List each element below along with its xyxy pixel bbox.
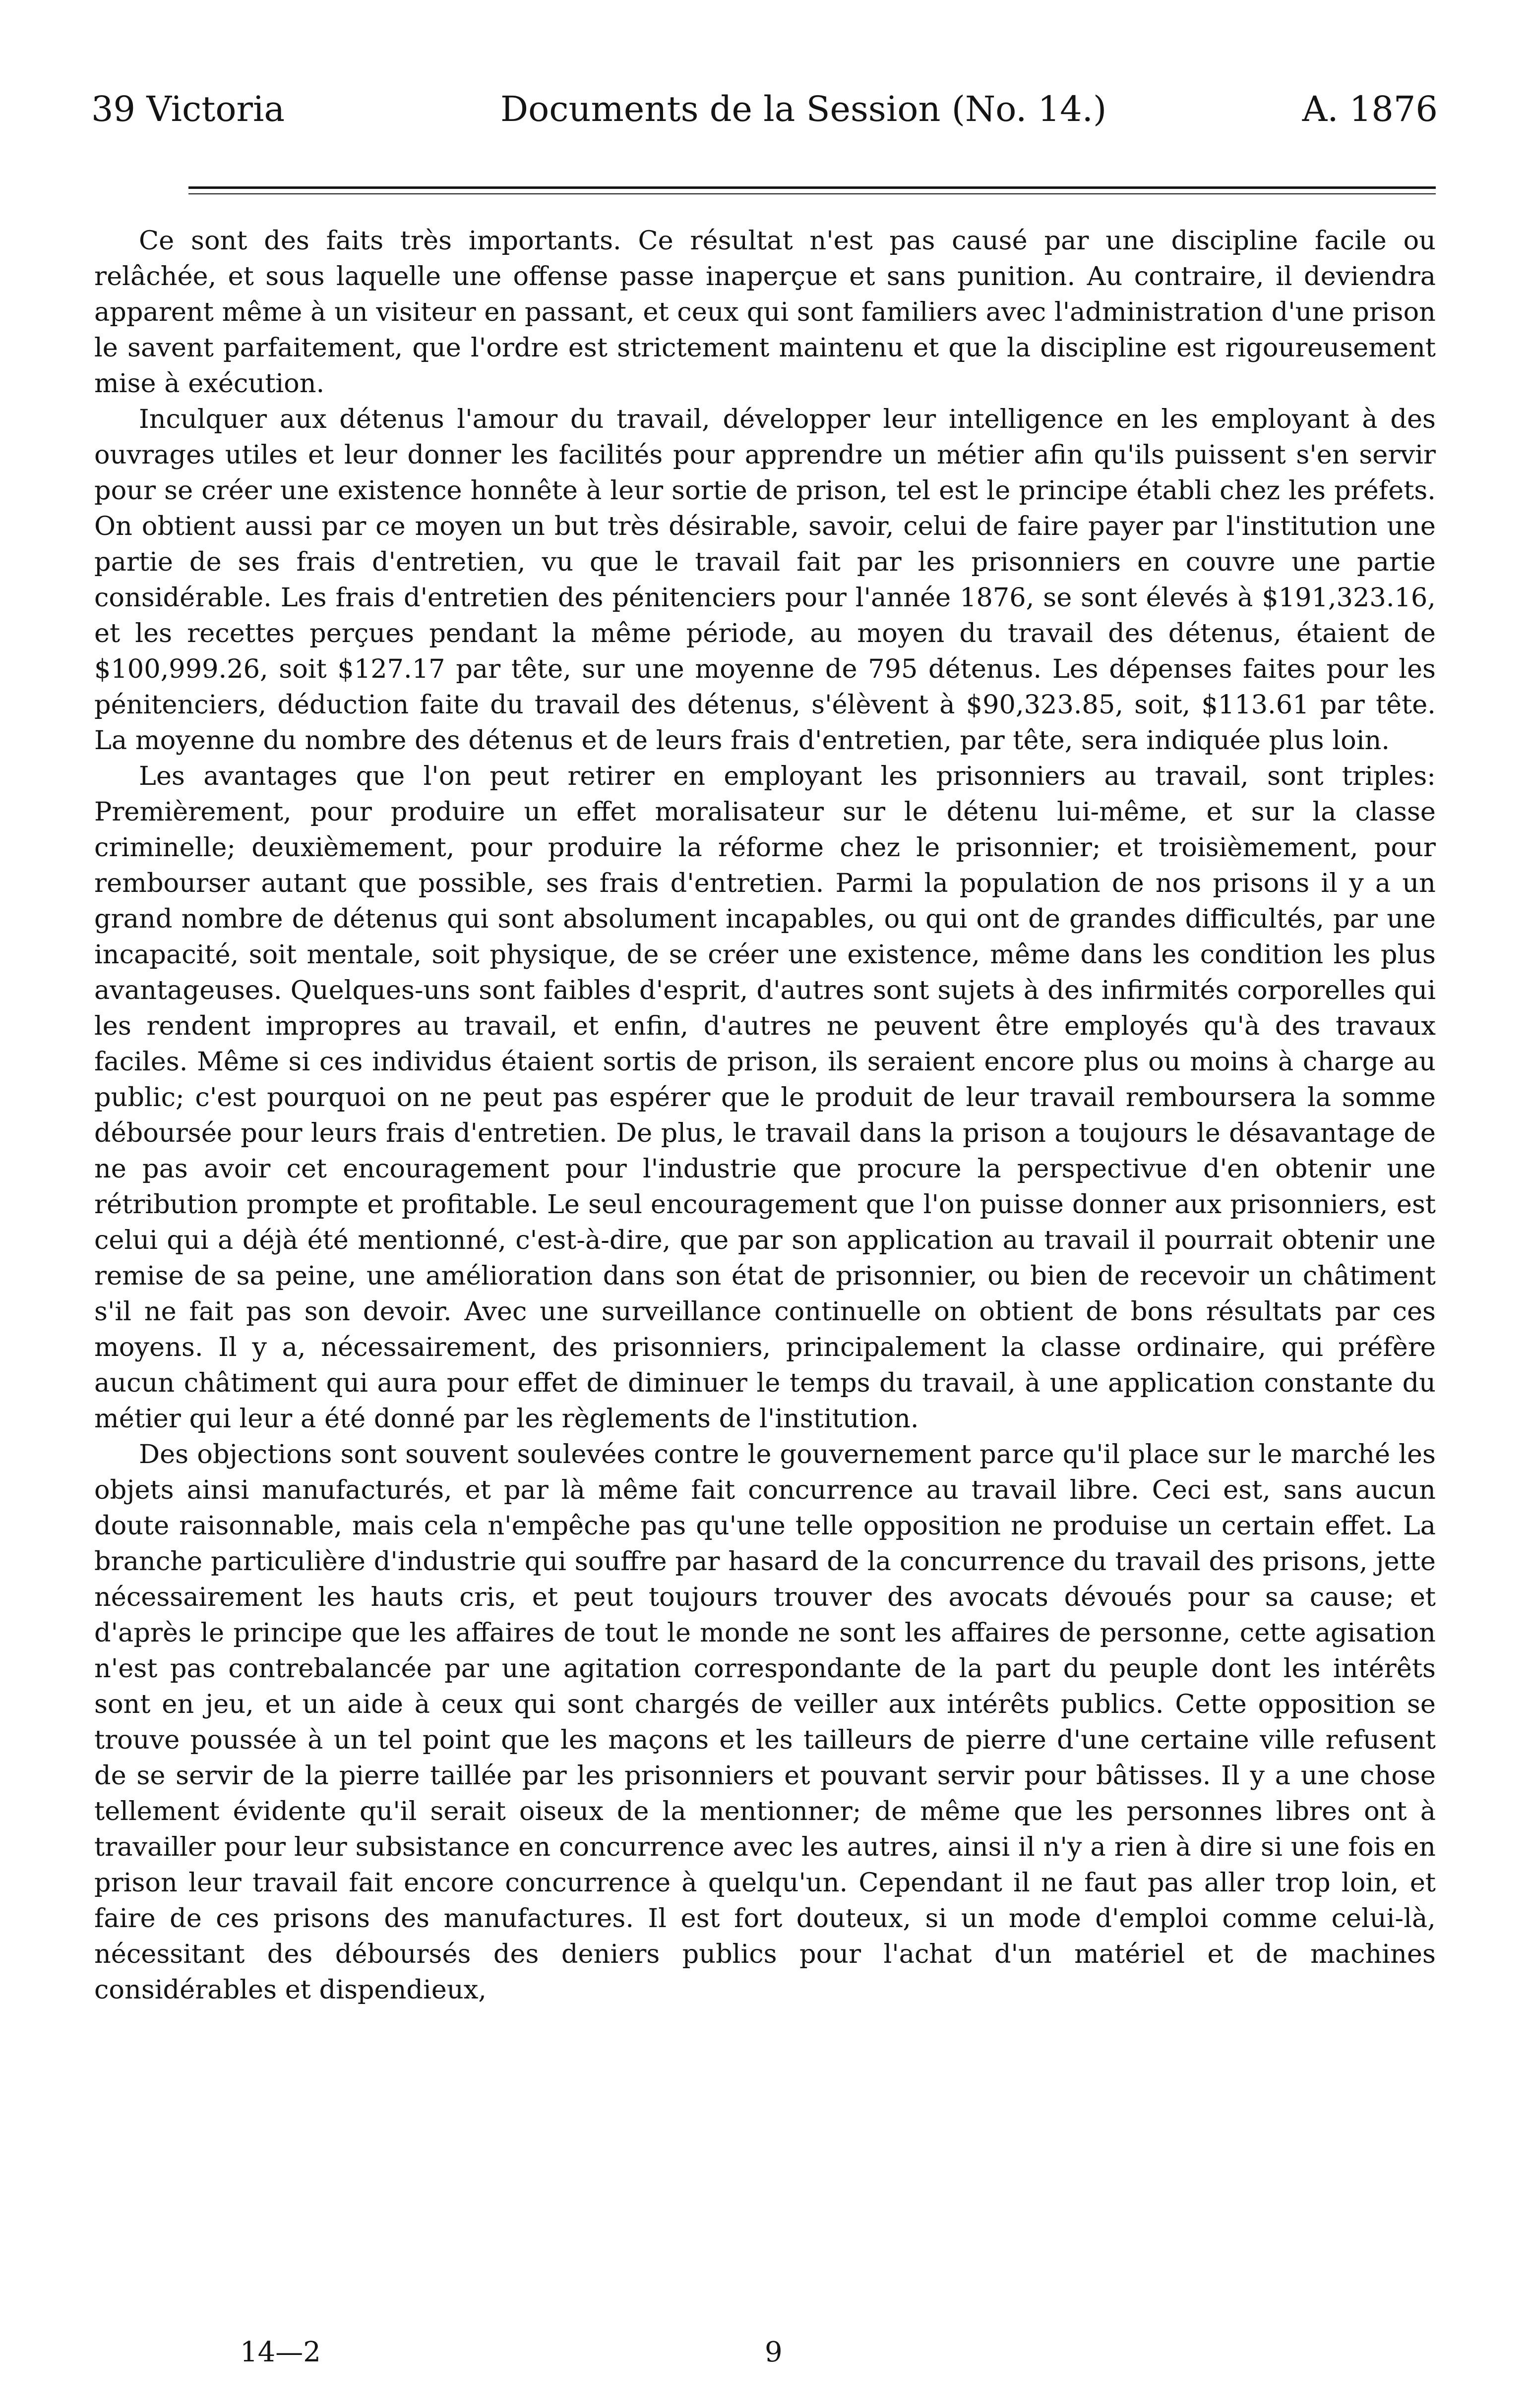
- paragraph: Des objections sont souvent soulevées contre le gouvernement parce qu'il place sur le marché les objets ainsi manufacturés, et par là même fait concurrence au travail libre. Ceci est, sans aucun doute raisonnable, mais cela n'empêche pas qu'une telle opposition ne produise un certain effet. La branche particulière d'industrie qui souffre par hasard de la concurrence du travail des prisons, jette nécessairement les hauts cris, et peut toujours trouver des avocats dévoués pour sa cause; et d'après le principe que les affaires de tout le monde ne sont les affaires de personne, cette agisation n'est pas contrebalancée par une agitation correspondante de la part du peuple dont les intérêts sont en jeu, et un aide à ceux qui sont chargés de veiller aux intérêts publics. Cette opposition se trouve poussée à un tel point que les maçons et les tailleurs de pierre d'une certaine ville refusent de se servir de la pierre taillée par les prisonniers et pouvant servir pour bâtisses. Il y a une chose tellement évidente qu'il serait oiseux de la mentionner; de même que les personnes libres ont à travailler pour leur subsistance en concurrence avec les autres, ainsi il n'y a rien à dire si une fois en prison leur travail fait encore concurrence à quelqu'un. Cependant il ne faut pas aller trop loin, et faire de ces prisons des manufactures. Il est fort douteux, si un mode d'emploi comme celui-là, nécessitant des déboursés des deniers publics pour l'achat d'un matériel et de machines considérables et dispendieux,: [94, 1439, 1436, 2005]
- paragraph: Les avantages que l'on peut retirer en employant les prisonniers au travail, sont triples: Premièrement, pour produire un effet moralisateur sur le détenu lui-même, et sur la classe criminelle; deuxièmement, pour produire la réforme chez le prisonnier; et troisièmement, pour rembourser autant que possible, ses frais d'entretien. Parmi la population de nos prisons il y a un grand nombre de détenus qui sont absolument incapables, ou qui ont de grandes difficultés, par une incapacité, soit mentale, soit physique, de se créer une existence, même dans les condition les plus avantageuses. Quelques-uns sont faibles d'esprit, d'autres sont sujets à des infirmités corporelles qui les rendent impropres au travail, et enfin, d'autres ne peuvent être employés qu'à des travaux faciles. Même si ces individus étaient sortis de prison, ils seraient encore plus ou moins à charge au public; c'est pourquoi on ne peut pas espérer que le produit de leur travail remboursera la somme déboursée pour leurs frais d'entretien. De plus, le travail dans la prison a toujours le désavantage de ne pas avoir cet encouragement pour l'industrie que procure la perspectivue d'en obtenir une rétribution prompte et profitable. Le seul encouragement que l'on puisse donner aux prisonniers, est celui qui a déjà été mentionné, c'est-à-dire, que par son application au travail il pourrait obtenir une remise de sa peine, une amélioration dans son état de prisonnier, ou bien de recevoir un châtiment s'il ne fait pas son devoir. Avec une surveillance continuelle on obtient de bons résultats par ces moyens. Il y a, nécessairement, des prisonniers, principalement la classe ordinaire, qui préfère aucun châtiment qui aura pour effet de diminuer le temps du travail, à une application constante du métier qui leur a été donné par les règlements de l'institution.: [94, 761, 1436, 1434]
- header-rule-thick: [188, 186, 1436, 189]
- year-label: A. 1876: [1302, 89, 1438, 129]
- paragraph: Ce sont des faits très importants. Ce résultat n'est pas causé par une discipline facile ou relâchée, et sous laquelle une offense passe inaperçue et sans punition. Au contraire, il deviendra apparent même à un visiteur en passant, et ceux qui sont familiers avec l'administration d'une prison le savent parfaitement, que l'ordre est strictement maintenu et que la discipline est rigoureusement mise à exécution.: [94, 226, 1436, 399]
- document-title: Documents de la Session (No. 14.): [500, 89, 1107, 129]
- signature-mark: 14—2: [240, 2336, 321, 2368]
- body-text: [94, 223, 1436, 2008]
- page-header: [91, 82, 1438, 136]
- page-footer: [91, 2333, 1438, 2372]
- session-label: 39 Victoria: [91, 89, 285, 129]
- paragraph: Inculquer aux détenus l'amour du travail, développer leur intelligence en les employant à des ouvrages utiles et leur donner les facilités pour apprendre un métier afin qu'ils puissent s'en servir pour se créer une existence honnête à leur sortie de prison, tel est le principe établi chez les préfets. On obtient aussi par ce moyen un but très désirable, savoir, celui de faire payer par l'institution une partie de ses frais d'entretien, vu que le travail fait par les prisonniers en couvre une partie considérable. Les frais d'entretien des pénitenciers pour l'année 1876, se sont élevés à $191,323.16, et les recettes perçues pendant la même période, au moyen du travail des détenus, étaient de $100,999.26, soit $127.17 par tête, sur une moyenne de 795 détenus. Les dépenses faites pour les pénitenciers, déduction faite du travail des détenus, s'élèvent à $90,323.85, soit, $113.61 par tête. La moyenne du nombre des détenus et de leurs frais d'entretien, par tête, sera indiquée plus loin.: [94, 404, 1436, 756]
- header-rule-thin: [188, 193, 1436, 194]
- page-number: 9: [765, 2336, 783, 2368]
